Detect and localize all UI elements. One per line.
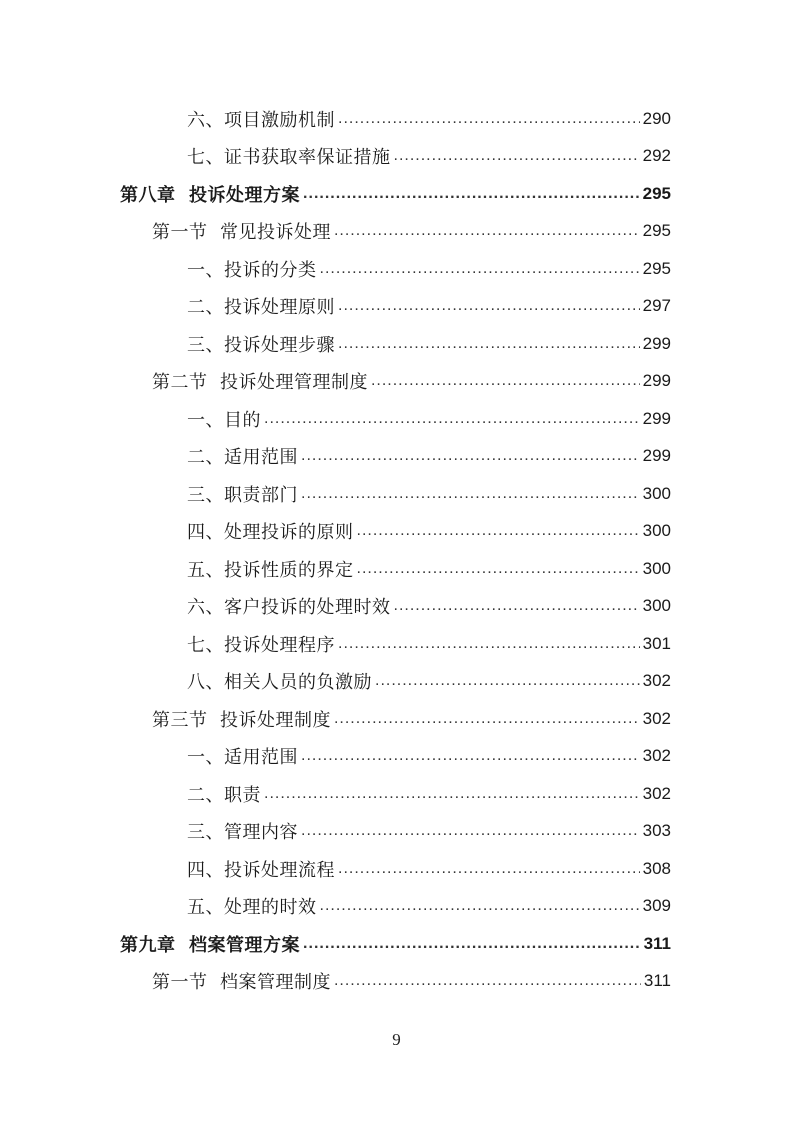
toc-entry-page-number: 302 (642, 783, 671, 803)
toc-entry-title: 三、投诉处理步骤 (187, 334, 335, 356)
toc-entry-title: 二、适用范围 (187, 447, 298, 469)
toc-dot-leader (303, 186, 640, 204)
toc-subsection-entry[interactable] (0, 438, 793, 476)
toc-dot-leader (357, 561, 640, 579)
toc-dot-leader (301, 748, 640, 766)
toc-entry-page-number: 302 (642, 708, 671, 728)
toc-subsection-entry[interactable] (0, 888, 793, 926)
toc-entry-page-number: 297 (642, 296, 671, 316)
toc-subsection-entry[interactable] (0, 288, 793, 326)
toc-entry-title: 八、相关人员的负激励 (187, 672, 372, 694)
toc-subsection-entry[interactable] (0, 325, 793, 363)
toc-dot-leader (394, 148, 640, 166)
toc-entry-title: 一、投诉的分类 (187, 259, 317, 281)
toc-dot-leader (375, 673, 640, 691)
toc-dot-leader (334, 973, 641, 991)
toc-subsection-entry[interactable] (0, 100, 793, 138)
toc-entry-page-number: 299 (642, 333, 671, 353)
toc-dot-leader (301, 486, 640, 504)
toc-dot-leader (264, 786, 640, 804)
toc-entry-title: 第九章 档案管理方案 (120, 934, 301, 956)
toc-entry-page-number: 300 (642, 483, 671, 503)
toc-dot-leader (334, 711, 640, 729)
toc-dot-leader (301, 823, 640, 841)
toc-dot-leader (394, 598, 640, 616)
toc-dot-leader (320, 261, 640, 279)
toc-section-entry[interactable] (0, 700, 793, 738)
toc-entry-title: 第三节 投诉处理制度 (152, 709, 331, 731)
toc-entry-page-number: 311 (643, 971, 671, 991)
toc-dot-leader (338, 861, 640, 879)
toc-entry-title: 三、管理内容 (187, 822, 298, 844)
toc-entry-title: 五、处理的时效 (187, 897, 317, 919)
toc-entry-page-number: 299 (642, 446, 671, 466)
toc-subsection-entry[interactable] (0, 550, 793, 588)
toc-subsection-entry[interactable] (0, 400, 793, 438)
toc-entry-title: 第一节 档案管理制度 (152, 972, 331, 994)
toc-dot-leader (320, 898, 640, 916)
toc-dot-leader (301, 448, 640, 466)
toc-entry-page-number: 295 (642, 258, 671, 278)
toc-dot-leader (371, 373, 640, 391)
toc-subsection-entry[interactable] (0, 250, 793, 288)
toc-entry-title: 四、投诉处理流程 (187, 859, 335, 881)
toc-entry-title: 六、项目激励机制 (187, 109, 335, 131)
toc-entry-page-number: 311 (643, 933, 671, 953)
toc-dot-leader (303, 936, 641, 954)
toc-entry-page-number: 302 (642, 671, 671, 691)
toc-dot-leader (338, 111, 640, 129)
toc-entry-title: 五、投诉性质的界定 (187, 559, 354, 581)
toc-entry-page-number: 292 (642, 146, 671, 166)
toc-section-entry[interactable] (0, 363, 793, 401)
toc-dot-leader (338, 336, 640, 354)
toc-chapter-entry[interactable] (0, 175, 793, 213)
toc-dot-leader (338, 636, 640, 654)
toc-entry-page-number: 290 (642, 108, 671, 128)
toc-entry-title: 三、职责部门 (187, 484, 298, 506)
toc-entry-page-number: 308 (642, 858, 671, 878)
toc-entry-page-number: 302 (642, 746, 671, 766)
toc-entry-page-number: 309 (642, 896, 671, 916)
toc-entry-title: 二、职责 (187, 784, 261, 806)
toc-subsection-entry[interactable] (0, 850, 793, 888)
toc-subsection-entry[interactable] (0, 738, 793, 776)
toc-entry-title: 第一节 常见投诉处理 (152, 222, 331, 244)
toc-subsection-entry[interactable] (0, 513, 793, 551)
toc-entry-title: 四、处理投诉的原则 (187, 522, 354, 544)
toc-subsection-entry[interactable] (0, 138, 793, 176)
toc-subsection-entry[interactable] (0, 813, 793, 851)
toc-dot-leader (264, 411, 640, 429)
toc-entry-page-number: 301 (642, 633, 671, 653)
toc-subsection-entry[interactable] (0, 588, 793, 626)
toc-entry-page-number: 300 (642, 558, 671, 578)
toc-subsection-entry[interactable] (0, 775, 793, 813)
toc-entry-page-number: 303 (642, 821, 671, 841)
toc-entry-title: 七、投诉处理程序 (187, 634, 335, 656)
toc-entry-page-number: 300 (642, 596, 671, 616)
toc-entry-title: 六、客户投诉的处理时效 (187, 597, 391, 619)
page-number: 9 (392, 1030, 401, 1049)
toc-dot-leader (357, 523, 640, 541)
toc-entry-page-number: 300 (642, 521, 671, 541)
toc-dot-leader (338, 298, 640, 316)
toc-entry-page-number: 295 (642, 183, 671, 203)
toc-entry-page-number: 299 (642, 371, 671, 391)
toc-entry-title: 一、适用范围 (187, 747, 298, 769)
toc-subsection-entry[interactable] (0, 475, 793, 513)
toc-entry-page-number: 295 (642, 221, 671, 241)
table-of-contents (0, 100, 793, 1000)
toc-subsection-entry[interactable] (0, 625, 793, 663)
toc-entry-title: 一、目的 (187, 409, 261, 431)
toc-entry-title: 第八章 投诉处理方案 (120, 184, 301, 206)
toc-entry-title: 第二节 投诉处理管理制度 (152, 372, 368, 394)
toc-entry-title: 二、投诉处理原则 (187, 297, 335, 319)
toc-section-entry[interactable] (0, 213, 793, 251)
toc-subsection-entry[interactable] (0, 663, 793, 701)
toc-entry-title: 七、证书获取率保证措施 (187, 147, 391, 169)
toc-chapter-entry[interactable] (0, 925, 793, 963)
toc-entry-page-number: 299 (642, 408, 671, 428)
toc-dot-leader (334, 223, 640, 241)
toc-section-entry[interactable] (0, 963, 793, 1001)
